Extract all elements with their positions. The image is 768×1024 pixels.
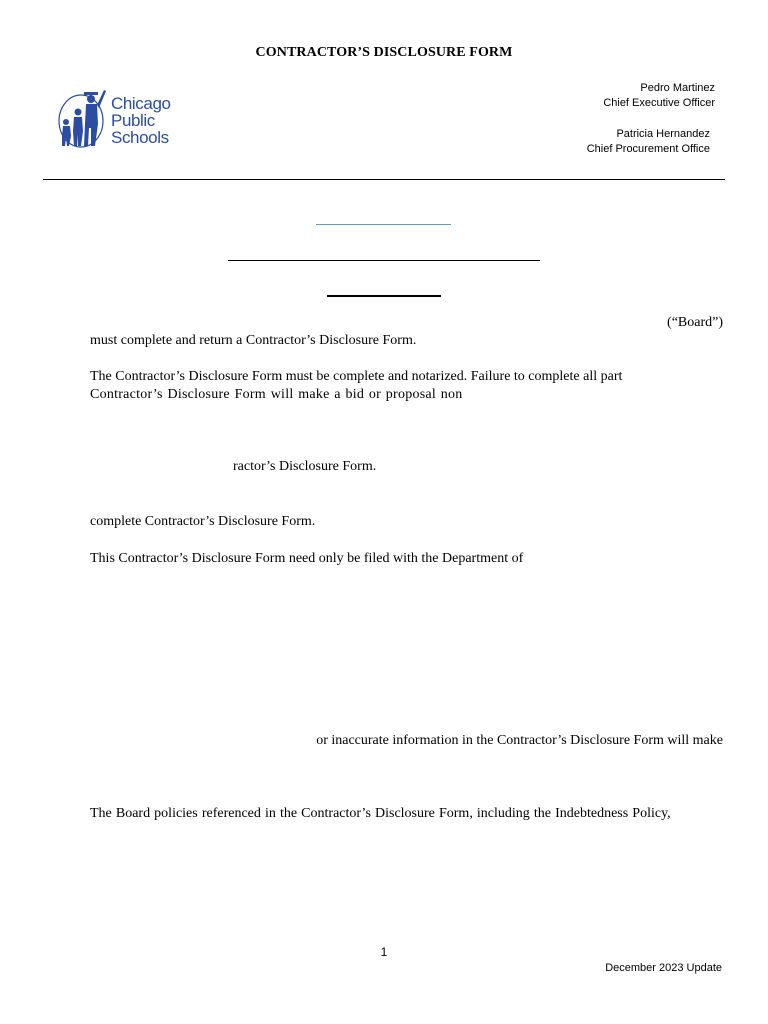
cpo-name: Patricia Hernandez [616, 128, 710, 140]
update-date: December 2023 Update [605, 962, 722, 974]
line-ractor: ractor’s Disclosure Form. [233, 459, 377, 474]
para-notarized-line1: The Contractor’s Disclosure Form must be complete and notarized. Failure to complete all part [90, 369, 623, 384]
line-inaccurate: or inaccurate information in the Contractor’s Disclosure Form will make [316, 733, 723, 748]
form-title: CONTRACTOR’S DISCLOSURE FORM [255, 45, 513, 60]
header-divider [43, 179, 725, 180]
para-notarized-line2: Contractor’s Disclosure Form will make a bid or proposal non [90, 387, 463, 402]
officials-block [587, 81, 715, 157]
line-must-complete: must complete and return a Contractor’s Disclosure Form. [90, 333, 417, 348]
logo-line-public: Public [111, 111, 155, 130]
logo-wordmark [111, 95, 171, 146]
page-number: 1 [380, 945, 388, 959]
cps-logo [56, 86, 196, 152]
ceo-title: Chief Executive Officer [603, 97, 715, 109]
blank-link-line [316, 224, 451, 225]
cpo-title: Chief Procurement Office [586, 143, 710, 155]
cps-emblem-icon [56, 86, 112, 152]
blank-line-long [228, 260, 540, 261]
line-filed: This Contractor’s Disclosure Form need only be filed with the Department of [90, 551, 524, 566]
ceo-name: Pedro Martinez [640, 82, 715, 94]
blank-line-short [327, 295, 441, 297]
line-policies: The Board policies referenced in the Contractor’s Disclosure Form, including the Indebtedness Policy, [90, 806, 671, 821]
line-complete: complete Contractor’s Disclosure Form. [90, 514, 316, 529]
logo-line-chicago: Chicago [111, 94, 171, 113]
board-label: (“Board”) [667, 315, 723, 330]
logo-line-schools: Schools [111, 128, 169, 147]
